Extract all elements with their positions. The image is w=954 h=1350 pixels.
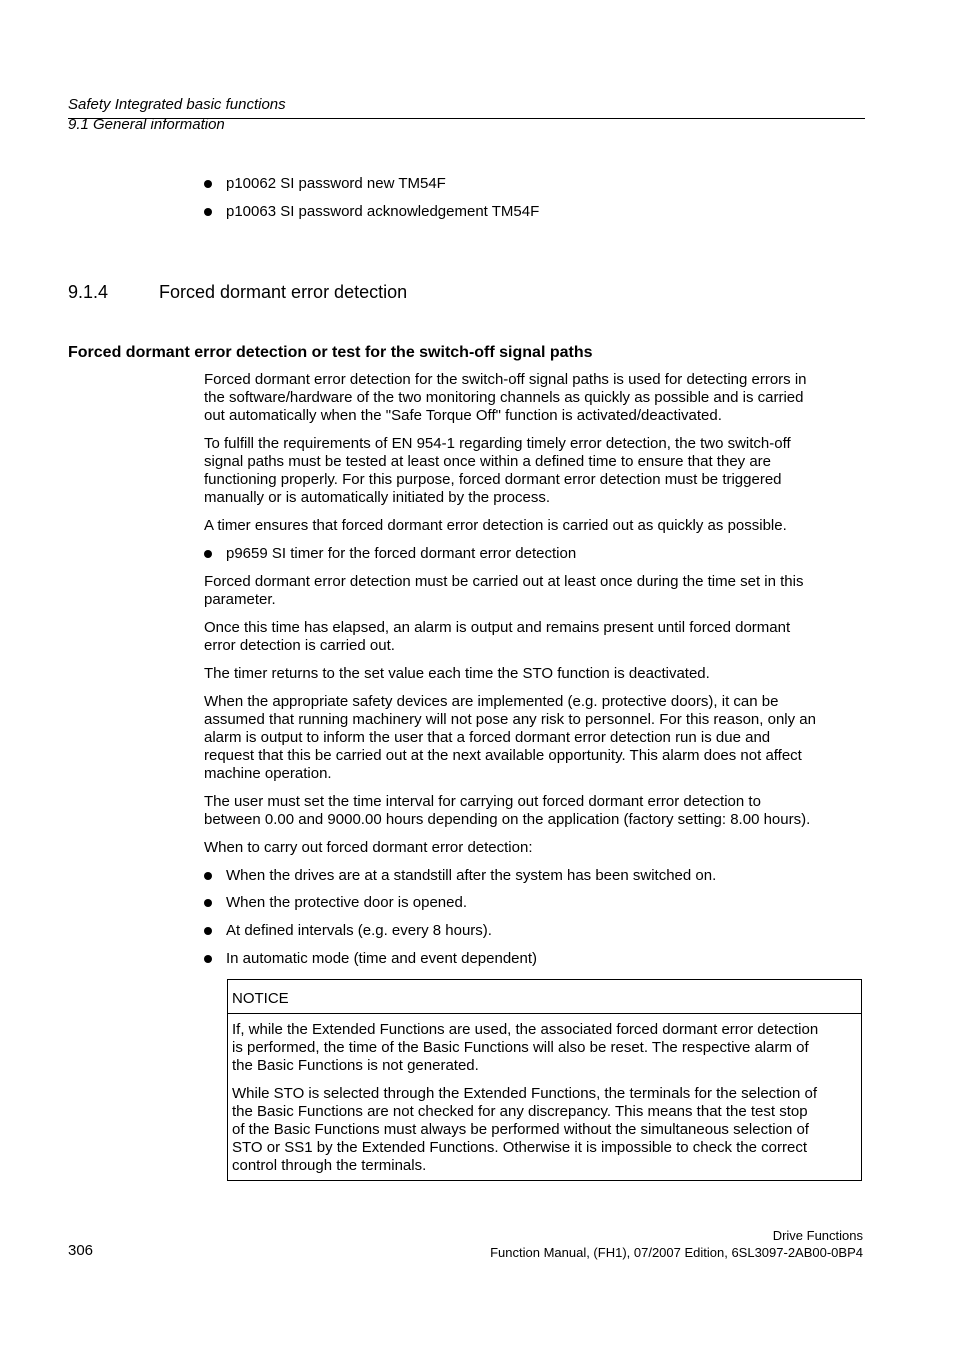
paragraph-9 [204,839,532,857]
text-line: assumed that running machinery will not pose any risk to personnel. For this reason, only an [204,711,816,728]
list-item-text: When the protective door is opened. [226,894,467,911]
text-line: When the appropriate safety devices are implemented (e.g. protective doors), it can be [204,693,779,710]
bullet-icon [204,208,212,216]
text-line: is performed, the time of the Basic Functions will also be reset. The respective alarm of [232,1039,809,1056]
text-line: manually or is automatically initiated by the process. [204,489,550,506]
list-item-text: p9659 SI timer for the forced dormant error detection [226,545,577,562]
text-line: While STO is selected through the Extended Functions, the terminals for the selection of [232,1085,818,1102]
text-line: When to carry out forced dormant error detection: [204,839,533,856]
text-line: the Basic Functions is not generated. [232,1057,479,1074]
text-line: The timer returns to the set value each time the STO function is deactivated. [204,665,710,682]
footer-manual: Function Manual, (FH1), 07/2007 Edition, 6SL3097-2AB00-0BP4 [490,1245,863,1260]
paragraph-5 [204,619,790,655]
text-line: alarm is output to inform the user that a forced dormant error detection run is due and [204,729,771,746]
text-line: Once this time has elapsed, an alarm is output and remains present until forced dormant [204,619,791,636]
chapter-title: Safety Integrated basic functions [68,96,286,113]
text-line: parameter. [204,591,276,608]
section-breadcrumb: 9.1 General information [68,116,225,133]
notice-paragraph-1 [232,1021,857,1075]
paragraph-3 [204,517,787,535]
paragraph-1 [204,371,807,425]
paragraph-2 [204,435,791,507]
bullet-icon [204,872,212,880]
paragraph-8 [204,793,810,829]
text-line: Forced dormant error detection for the switch-off signal paths is used for detecting errors in [204,371,807,388]
bullet-icon [204,899,212,907]
list-item-text: When the drives are at a standstill after the system has been switched on. [226,867,717,884]
subheading: Forced dormant error detection or test for the switch-off signal paths [68,344,593,361]
list-item-text: p10062 SI password new TM54F [226,175,446,192]
section-title: Forced dormant error detection [159,282,408,302]
bullet-icon [204,550,212,558]
list-item-text: At defined intervals (e.g. every 8 hours). [226,922,492,939]
list-item-text: p10063 SI password acknowledgement TM54F [226,203,540,220]
text-line: To fulfill the requirements of EN 954-1 regarding timely error detection, the two switch-off [204,435,791,452]
notice-paragraph-2 [232,1085,857,1175]
paragraph-6 [204,665,710,683]
text-line: STO or SS1 by the Extended Functions. Otherwise it is impossible to check the correct [232,1139,807,1156]
paragraph-4 [204,573,803,609]
text-line: signal paths must be tested at least once within a defined time to ensure that they are [204,453,772,470]
bullet-icon [204,955,212,963]
text-line: the software/hardware of the two monitoring channels as quickly as possible and is carried [204,389,804,406]
text-line: the Basic Functions are not checked for any discrepancy. This means that the test stop [232,1103,808,1120]
bullet-icon [204,927,212,935]
text-line: If, while the Extended Functions are used, the associated forced dormant error detection [232,1021,819,1038]
text-line: functioning properly. For this purpose, forced dormant error detection must be triggered [204,471,782,488]
notice-box [227,979,862,1181]
footer-info [490,1227,863,1261]
notice-body [228,1014,861,1175]
page-number: 306 [68,1242,94,1259]
text-line: error detection is carried out. [204,637,395,654]
header-rule [68,118,865,119]
text-line: A timer ensures that forced dormant error detection is carried out as quickly as possible. [204,517,787,534]
notice-title: NOTICE [228,980,861,1014]
text-line: Forced dormant error detection must be carried out at least once during the time set in this [204,573,804,590]
text-line: out automatically when the "Safe Torque Off" function is activated/deactivated. [204,407,722,424]
running-header [68,95,865,135]
text-line: The user must set the time interval for carrying out forced dormant error detection to [204,793,761,810]
text-line: between 0.00 and 9000.00 hours depending on the application (factory setting: 8.00 hours). [204,811,811,828]
text-line: control through the terminals. [232,1157,427,1174]
bullet-icon [204,180,212,188]
list-item-text: In automatic mode (time and event dependent) [226,950,538,967]
text-line: machine operation. [204,765,332,782]
section-number: 9.1.4 [68,282,109,302]
footer-title: Drive Functions [772,1228,863,1243]
text-line: of the Basic Functions must always be performed without the simultaneous selection of [232,1121,809,1138]
text-line: request that this be carried out at the next available opportunity. This alarm does not affect [204,747,802,764]
paragraph-7 [204,693,816,783]
